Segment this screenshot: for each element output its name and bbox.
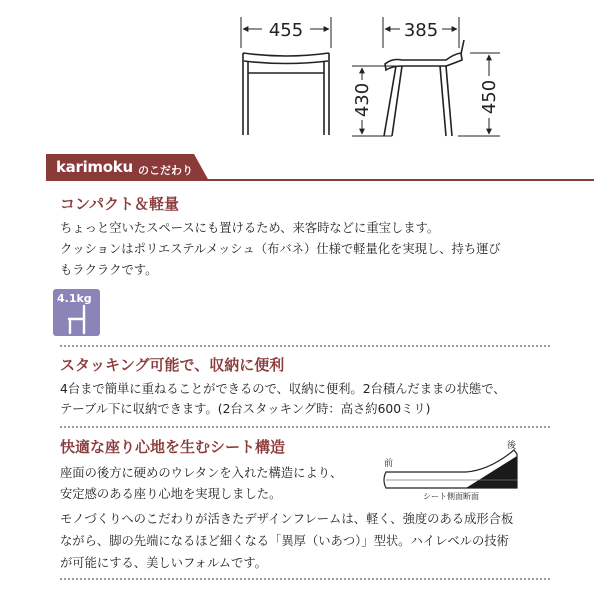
brand-suffix: のこだわり	[138, 164, 193, 177]
dimension-diagram	[0, 0, 600, 150]
weight-label: 4.1kg	[57, 292, 92, 305]
divider	[60, 578, 550, 580]
section3-heading: 快適な座り心地を生むシート構造	[60, 438, 286, 456]
section3-line: モノづくりへのこだわりが活きたデザインフレームは、軽く、強度のある成形合板	[60, 512, 514, 526]
section3-line: ながら、脚の先端になるほど細くなる「異厚（いあつ）」型状。ハイレベルの技術	[60, 534, 509, 548]
seat-front-label: 前	[384, 459, 394, 469]
section3-line: 安定感のある座り心地を実現しました。	[60, 487, 282, 501]
section1-line: ちょっと空いたスペースにも置けるため、来客時などに重宝します。	[60, 221, 440, 235]
width-b-value: 385	[403, 20, 439, 41]
section3-line: が可能にする、美しいフォルムです。	[60, 556, 267, 570]
divider	[60, 345, 550, 347]
brand-name: karimoku	[56, 158, 133, 176]
width-a-value: 455	[268, 20, 304, 41]
section1-line: もラクラクです。	[60, 263, 158, 277]
divider	[60, 426, 550, 428]
section3-line: 座面の後方に硬めのウレタンを入れた構造により、	[60, 466, 343, 480]
seat-diagram-caption: シート側面断面	[423, 492, 479, 501]
section2-line: 4台まで簡単に重ねることができるので、収納に便利。2台積んだままの状態で、	[60, 382, 506, 396]
chair-icon	[53, 289, 100, 336]
height-a-value: 430	[352, 82, 373, 118]
brand-underline	[46, 179, 594, 181]
section2-heading: スタッキング可能で、収納に便利	[60, 356, 285, 374]
section1-heading: コンパクト＆軽量	[60, 195, 179, 213]
section1-line: クッションはポリエステルメッシュ（布バネ）仕様で軽量化を実現し、持ち運び	[60, 242, 501, 256]
seat-back-label: 後	[507, 441, 517, 451]
height-b-value: 450	[479, 79, 500, 115]
section2-line: テーブル下に収納できます。(2台スタッキング時：高さ約600ミリ)	[60, 402, 431, 416]
